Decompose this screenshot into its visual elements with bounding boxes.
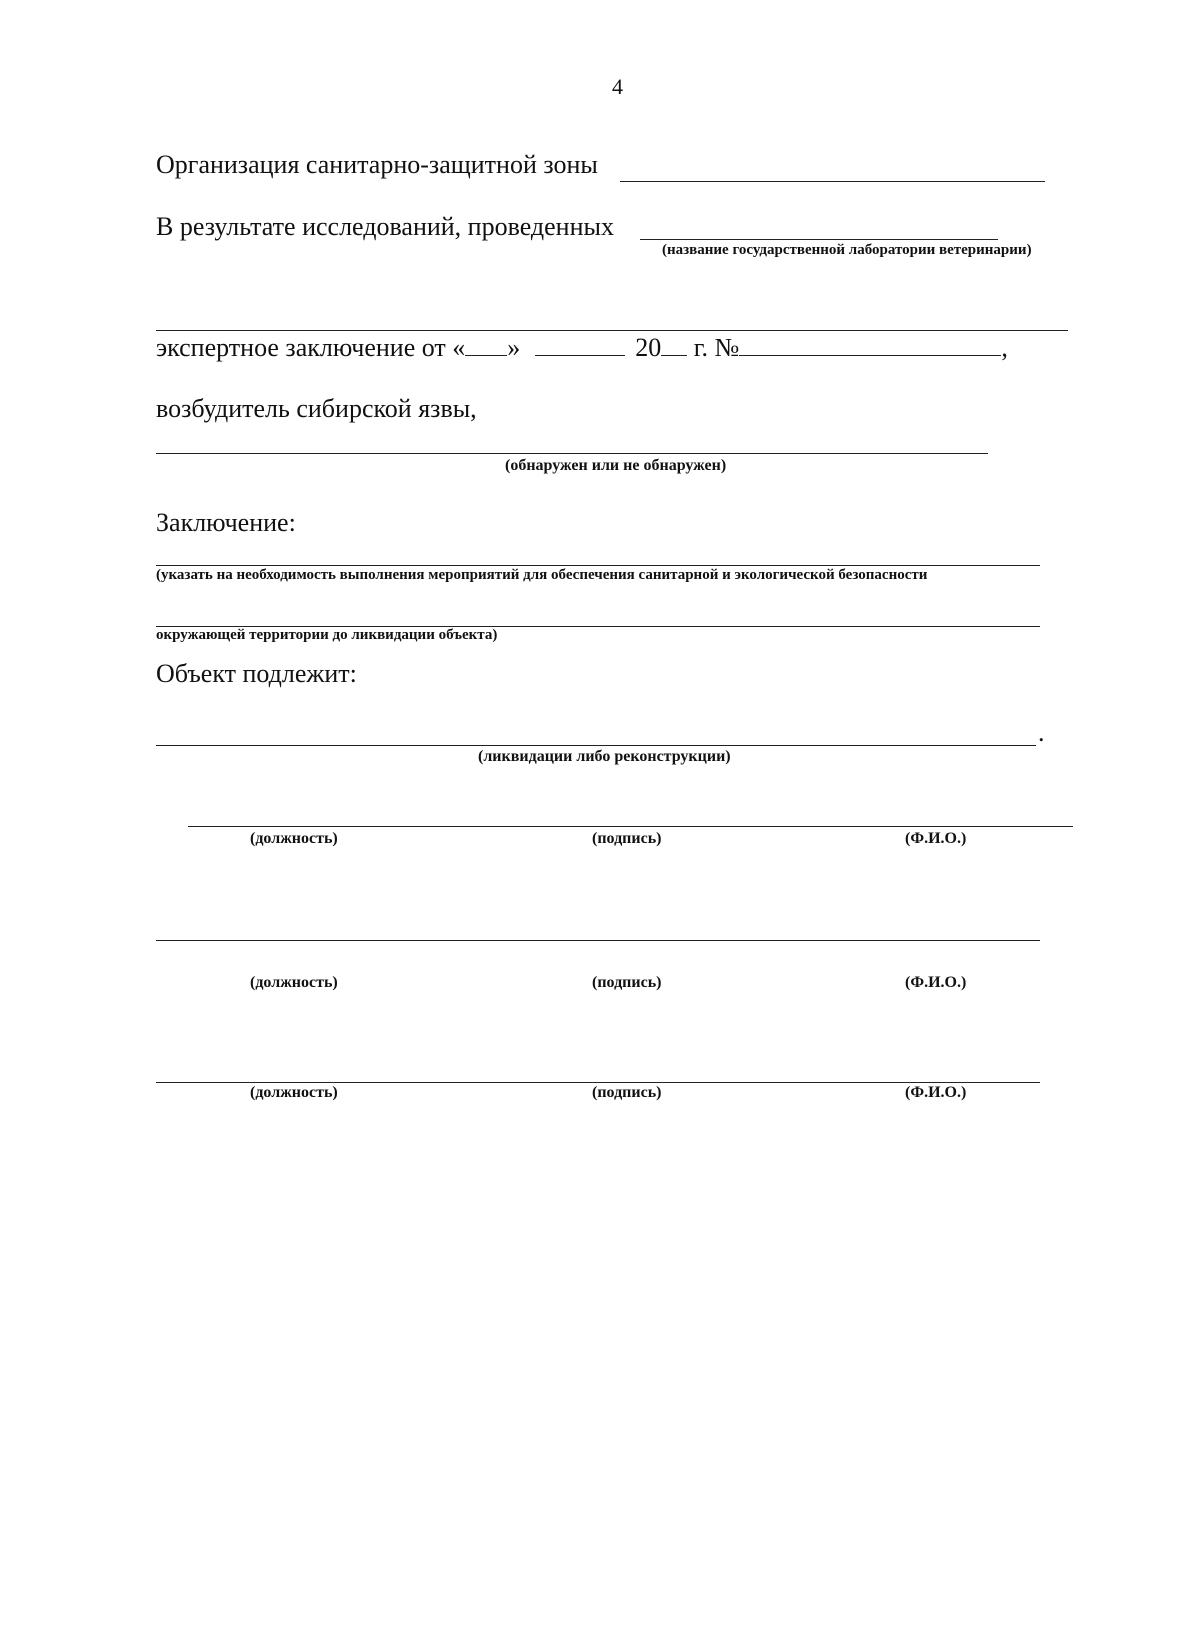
object-field[interactable] (156, 745, 1036, 746)
signature-sign-3: (подпись) (592, 1084, 662, 1101)
signature-position-2: (должность) (250, 974, 338, 991)
expert-number-field[interactable] (739, 333, 1001, 356)
conclusion-label: Заключение: (156, 508, 296, 537)
conclusion-caption-1: (указать на необходимость выполнения мероприятий для обеспечения санитарной и экологической безопасности (156, 567, 928, 583)
expert-comma: , (1001, 333, 1008, 362)
szz-label: Организация санитарно-защитной зоны (156, 150, 598, 179)
object-period: . (1038, 718, 1045, 747)
expert-year-suffix: г. № (693, 333, 740, 362)
szz-field[interactable] (620, 181, 1045, 182)
anthrax-caption: (обнаружен или не обнаружен) (505, 457, 727, 474)
signature-sign-1: (подпись) (592, 830, 662, 847)
signature-line-3[interactable] (156, 1082, 1040, 1083)
page-number: 4 (612, 74, 623, 99)
object-caption: (ликвидации либо реконструкции) (478, 748, 731, 765)
expert-year-field[interactable] (661, 333, 687, 356)
signature-sign-2: (подпись) (592, 974, 662, 991)
expert-quote-close: » (507, 333, 521, 362)
research-label: В результате исследований, проведенных (156, 212, 614, 241)
expert-prefix: экспертное заключение от « (156, 333, 466, 362)
lab-caption: (название государственной лаборатории ветеринарии) (662, 242, 1032, 258)
expert-conclusion-row (156, 333, 1008, 363)
signature-name-2: (Ф.И.О.) (905, 974, 967, 991)
anthrax-field[interactable] (156, 453, 988, 454)
anthrax-label: возбудитель сибирской язвы, (156, 394, 477, 423)
signature-name-3: (Ф.И.О.) (905, 1084, 967, 1101)
lab-name-field-continued[interactable] (156, 330, 1068, 331)
expert-month-field[interactable] (535, 333, 625, 356)
signature-line-1[interactable] (188, 826, 1073, 827)
lab-name-field[interactable] (640, 239, 998, 240)
signature-name-1: (Ф.И.О.) (905, 830, 967, 847)
conclusion-caption-2: окружающей территории до ликвидации объекта) (156, 627, 498, 643)
object-label: Объект подлежит: (156, 659, 357, 688)
signature-position-1: (должность) (250, 830, 338, 847)
expert-day-field[interactable] (465, 333, 507, 356)
expert-year-prefix: 20 (635, 333, 662, 362)
signature-position-3: (должность) (250, 1084, 338, 1101)
signature-line-2[interactable] (156, 940, 1040, 941)
